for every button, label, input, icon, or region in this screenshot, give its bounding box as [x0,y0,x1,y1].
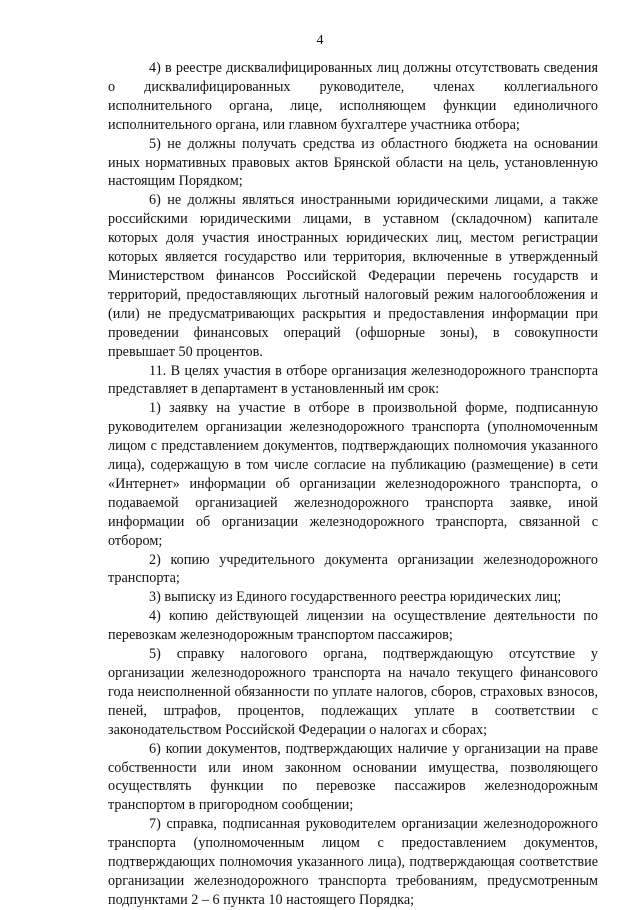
paragraph-subitem-6: 6) копии документов, подтверждающих наличие у организации на праве собственности или ином законном основании имущества, позволяющего осуществлять функции по перевозке пассажиров железнодорожным транспортом в пригородном сообщении; [108,740,598,814]
document-body [108,59,598,910]
paragraph-clause-11: 11. В целях участия в отборе организация железнодорожного транспорта представляет в департамент в установленный им срок: [108,362,598,398]
paragraph-subitem-2: 2) копию учредительного документа организации железнодорожного транспорта; [108,551,598,587]
paragraph-subitem-5: 5) справку налогового органа, подтверждающую отсутствие у организации железнодорожного транспорта на начало текущего финансового года неисполненной обязанности по уплате налогов, сборов, страховых взносов, пеней, штрафов, процентов, подлежащих уплате в соответствии с законодательством Российской Федерации о налогах и сборах; [108,646,598,738]
paragraph-item-4: 4) в реестре дисквалифицированных лиц должны отсутствовать сведения о дисквалифицированных руководителе, членах коллегиального исполнительного органа, лице, исполняющем функции единоличного исполнительного органа, или главном бухгалтере участника отбора; [108,60,598,133]
paragraph-item-5: 5) не должны получать средства из областного бюджета на основании иных нормативных правовых актов Брянской области на цель, установленную настоящим Порядком; [108,135,598,190]
page-number: 4 [316,33,324,48]
paragraph-item-6: 6) не должны являться иностранными юридическими лицами, а также российскими юридическими лицами, в уставном (складочном) капитале которых доля участия иностранных юридических лиц, местом регистрации которых является государство или территория, включенные в утвержденный Министерством финансов Российской Федерации перечень государств и территорий, предоставляющих льготный налоговый режим налогообложения и (или) не предусматривающих раскрытия и предоставления информации при проведении финансовых операций (офшорные зоны), в совокупности превышает 50 процентов. [108,192,598,360]
paragraph-subitem-3: 3) выписку из Единого государственного реестра юридических лиц; [149,589,562,606]
paragraph-subitem-4: 4) копию действующей лицензии на осуществление деятельности по перевозкам железнодорожным транспортом пассажиров; [108,608,598,644]
paragraph-subitem-7: 7) справка, подписанная руководителем организации железнодорожного транспорта (уполномоченным лицом с предоставлением документов, подтверждающих полномочия указанного лица), подтверждающая соответствие организации железнодорожного транспорта требованиям, предусмотренным подпунктами 2 – 6 пункта 10 настоящего Порядка; [108,816,598,908]
paragraph-subitem-1: 1) заявку на участие в отборе в произвольной форме, подписанную руководителем организации железнодорожного транспорта (уполномоченным лицом с представлением документов, подтверждающих полномочия указанного лица), содержащую в том числе согласие на публикацию (размещение) в сети «Интернет» информации об организации железнодорожного транспорта, о подаваемой организацией железнодорожного транспорта заявке, иной информации об организации железнодорожного транспорта, связанной с отбором; [108,400,598,549]
